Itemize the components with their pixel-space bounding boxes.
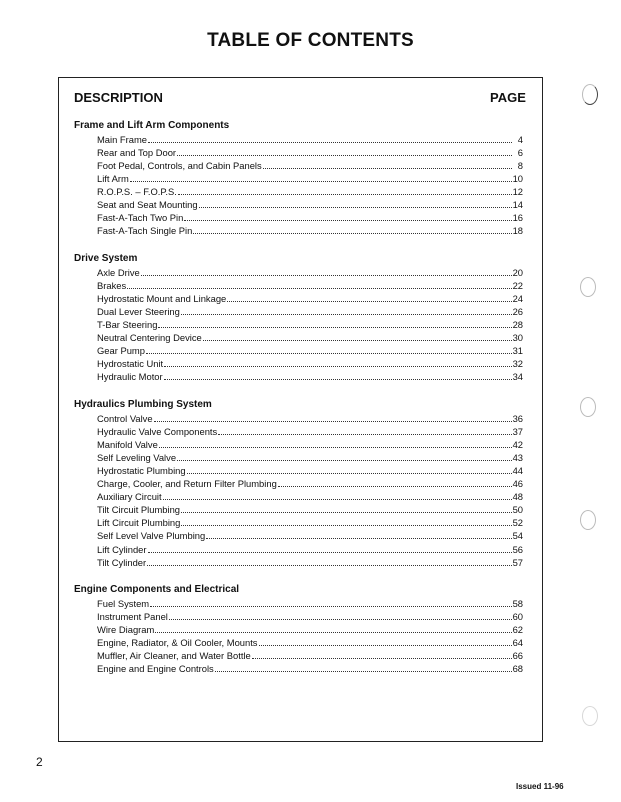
toc-entry-title: Brakes	[97, 280, 127, 292]
toc-entry	[97, 597, 523, 610]
toc-entry-title: Auxiliary Circuit	[97, 491, 162, 503]
toc-entry-title: Fast-A-Tach Two Pin	[97, 212, 184, 224]
binder-hole-4	[580, 510, 596, 530]
toc-entry-page: 22	[512, 280, 523, 292]
toc-entry-title: R.O.P.S. – F.O.P.S.	[97, 186, 177, 198]
toc-entry-page: 52	[512, 517, 523, 529]
toc-entry-page: 46	[512, 478, 523, 490]
dot-leader	[181, 314, 512, 315]
toc-entry	[97, 357, 523, 370]
dot-leader	[278, 486, 512, 487]
dot-leader	[193, 233, 511, 234]
toc-entry-title: Charge, Cooler, and Return Filter Plumbing	[97, 478, 277, 490]
binder-hole-2	[580, 277, 596, 297]
toc-entry-page: 56	[512, 543, 523, 555]
toc-entry	[97, 623, 523, 636]
dot-leader	[155, 632, 511, 633]
dot-leader	[163, 499, 512, 500]
toc-entry-page: 20	[512, 267, 523, 278]
toc-entry	[97, 159, 523, 172]
toc-entry-title: Rear and Top Door	[97, 147, 177, 159]
description-column-header: DESCRIPTION	[74, 90, 163, 105]
toc-entry-page: 14	[512, 199, 523, 211]
toc-entry-page: 43	[512, 452, 523, 464]
toc-entry	[97, 516, 523, 529]
toc-entry-page: 48	[512, 491, 523, 503]
dot-leader	[178, 194, 512, 195]
toc-entry	[97, 556, 523, 569]
dot-leader	[150, 606, 511, 607]
page-title: TABLE OF CONTENTS	[207, 30, 414, 51]
page-column-header: PAGE	[490, 90, 526, 105]
toc-entry-page: 60	[512, 611, 523, 623]
dot-leader	[218, 434, 511, 435]
toc-entry	[97, 662, 523, 675]
toc-entry-title: Hydrostatic Plumbing	[97, 465, 186, 477]
toc-entry	[97, 529, 523, 542]
toc-entry	[97, 185, 523, 198]
toc-entry-title: Engine, Radiator, & Oil Cooler, Mounts	[97, 637, 258, 649]
toc-entry	[97, 266, 523, 279]
toc-entry	[97, 543, 523, 556]
toc-entry-title: Tilt Circuit Plumbing	[97, 504, 181, 516]
toc-entry	[97, 425, 523, 438]
toc-entry-page: 6	[517, 147, 523, 159]
toc-entry	[97, 146, 523, 159]
toc-entry-title: Lift Circuit Plumbing	[97, 517, 181, 529]
toc-entry	[97, 305, 523, 318]
toc-entry-page: 64	[512, 637, 523, 649]
toc-entry-title: Axle Drive	[97, 267, 140, 278]
toc-entry-title: Neutral Centering Device	[97, 332, 202, 344]
dot-leader	[203, 340, 512, 341]
toc-entry-page: 42	[512, 439, 523, 451]
toc-entry	[97, 477, 523, 490]
toc-entry-title: Gear Pump	[97, 345, 145, 357]
dot-leader	[146, 353, 512, 354]
dot-leader	[263, 168, 512, 169]
toc-entry-title: Hydraulic Valve Components	[97, 426, 218, 438]
toc-entry-title: Foot Pedal, Controls, and Cabin Panels	[97, 160, 262, 172]
section-heading: Hydraulics Plumbing System	[74, 399, 212, 410]
toc-entry-title: Dual Lever Steering	[97, 306, 180, 318]
toc-entry-title: Instrument Panel	[97, 611, 168, 623]
toc-entry-title: Muffler, Air Cleaner, and Water Bottle	[97, 650, 251, 662]
toc-entry-title: Wire Diagram	[97, 624, 155, 636]
toc-entry-page: 12	[512, 186, 523, 198]
toc-entry-page: 24	[512, 293, 523, 305]
toc-entry	[97, 211, 523, 224]
toc-entry-page: 18	[512, 225, 523, 237]
toc-entry-page: 37	[512, 426, 523, 438]
toc-entry-title: Hydraulic Motor	[97, 371, 163, 383]
toc-entry-title: Self Level Valve Plumbing	[97, 530, 206, 542]
toc-entry-page: 36	[512, 413, 523, 424]
binder-hole-3	[580, 397, 596, 417]
dot-leader	[141, 275, 512, 276]
toc-entry-title: Tilt Cylinder	[97, 556, 147, 568]
toc-entry	[97, 318, 523, 331]
dot-leader	[184, 220, 511, 221]
toc-entry-title: Engine and Engine Controls	[97, 663, 214, 675]
toc-entry-title: Hydrostatic Mount and Linkage	[97, 293, 227, 305]
toc-entry	[97, 172, 523, 185]
binder-hole-1	[582, 84, 598, 105]
toc-entry	[97, 370, 523, 383]
toc-entry	[97, 610, 523, 623]
toc-entry-page: 57	[512, 556, 523, 568]
dot-leader	[259, 645, 512, 646]
dot-leader	[181, 525, 511, 526]
toc-entry-page: 10	[512, 173, 523, 185]
dot-leader	[147, 565, 511, 566]
dot-leader	[158, 327, 511, 328]
dot-leader	[164, 366, 511, 367]
dot-leader	[227, 301, 511, 302]
toc-entry-title: Manifold Valve	[97, 439, 158, 451]
toc-entry-page: 16	[512, 212, 523, 224]
toc-entry	[97, 292, 523, 305]
toc-entry	[97, 133, 523, 146]
toc-entry-page: 34	[512, 371, 523, 383]
toc-entry	[97, 464, 523, 477]
dot-leader	[154, 421, 512, 422]
toc-entry-title: Seat and Seat Mounting	[97, 199, 198, 211]
dot-leader	[130, 181, 512, 182]
toc-entry-title: Fuel System	[97, 598, 150, 609]
toc-entry	[97, 198, 523, 211]
dot-leader	[177, 460, 512, 461]
toc-entry-page: 32	[512, 358, 523, 370]
toc-entry-title: Main Frame	[97, 134, 148, 145]
dot-leader	[127, 288, 511, 289]
toc-entry-title: Lift Arm	[97, 173, 129, 185]
toc-entry-page: 26	[512, 306, 523, 318]
toc-entry-title: Fast-A-Tach Single Pin	[97, 225, 193, 237]
toc-entry-page: 62	[512, 624, 523, 636]
toc-entry-page: 8	[517, 160, 523, 172]
dot-leader	[199, 207, 512, 208]
dot-leader	[177, 155, 512, 156]
toc-entry-page: 50	[512, 504, 523, 516]
toc-entry-page: 4	[517, 134, 523, 145]
section-heading: Frame and Lift Arm Components	[74, 120, 230, 131]
dot-leader	[181, 512, 512, 513]
page-number: 2	[36, 755, 43, 769]
toc-entry	[97, 412, 523, 425]
toc-entry	[97, 224, 523, 237]
toc-entry-title: Hydrostatic Unit	[97, 358, 164, 370]
dot-leader	[206, 538, 511, 539]
dot-leader	[215, 671, 512, 672]
toc-entry-page: 31	[512, 345, 523, 357]
toc-entry	[97, 279, 523, 292]
toc-entry-title: Self Leveling Valve	[97, 452, 177, 464]
toc-entry	[97, 636, 523, 649]
toc-entry	[97, 344, 523, 357]
dot-leader	[148, 142, 512, 143]
toc-entry-page: 44	[512, 465, 523, 477]
section-heading: Drive System	[74, 253, 138, 264]
toc-entry-title: Lift Cylinder	[97, 543, 147, 555]
toc-entry	[97, 438, 523, 451]
dot-leader	[164, 379, 512, 380]
toc-entry-page: 68	[512, 663, 523, 675]
toc-entry-title: Control Valve	[97, 413, 153, 424]
dot-leader	[159, 447, 512, 448]
toc-entry	[97, 503, 523, 516]
toc-entry-page: 58	[512, 598, 523, 609]
toc-entry-page: 66	[512, 650, 523, 662]
section-heading: Engine Components and Electrical	[74, 584, 240, 595]
toc-entry-page: 30	[512, 332, 523, 344]
toc-entry-title: T-Bar Steering	[97, 319, 158, 331]
dot-leader	[187, 473, 512, 474]
toc-entry	[97, 451, 523, 464]
toc-entry	[97, 649, 523, 662]
dot-leader	[148, 552, 512, 553]
dot-leader	[252, 658, 512, 659]
toc-entry-page: 28	[512, 319, 523, 331]
toc-entry	[97, 331, 523, 344]
binder-hole-5	[582, 706, 598, 726]
toc-entry-page: 54	[512, 530, 523, 542]
issued-date: Issued 11-96	[516, 782, 564, 791]
toc-entry	[97, 490, 523, 503]
dot-leader	[169, 619, 512, 620]
